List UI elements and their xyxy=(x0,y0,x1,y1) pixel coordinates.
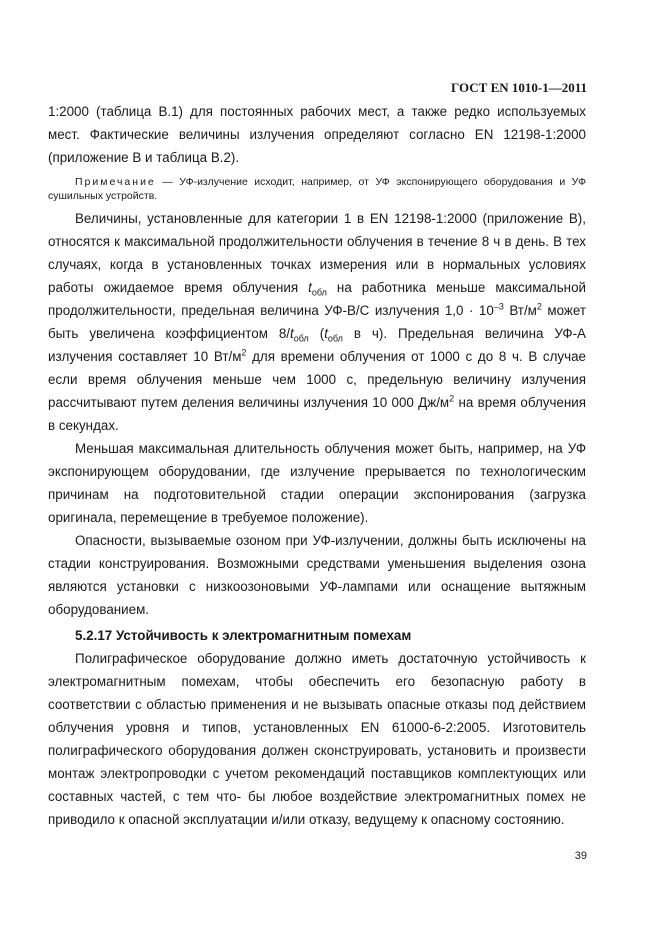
paragraph-continuation: 1:2000 (таблица В.1) для постоянных рабочих мест, а также редко используемых мест. Фактические величины излучения определяют согласно EN 12198-1:2000 (приложение В и таблица В.2). xyxy=(48,104,586,165)
paragraph-uv-limits: Величины, установленные для категории 1 в EN 12198-1:2000 (приложение В), относятся к максимальной продолжительности облучения в течение 8 ч в день. В тех случаях, когда в установленных точках измерения или в нормальных условиях работы ожидаемое время облучения $t_{обл}$ на работника меньше максимальной продолжительности, предельная величина УФ-В/С излучения $1,0 \cdot 10^{-3}$ $Вт/м^2$ может быть увеличена коэффициентом $8/t_{обл}$ ($t_{обл}$ в ч). Предельная величина УФ-А излучения составляет 10 $Вт/м^2$ для времени облучения от 1000 с до 8 ч. В случае если время облучения меньше чем 1000 с, предельную величину излучения рассчитывают путем деления величины излучения 10 000 $Дж/м^2$ на время облучения в секундах. xyxy=(48,211,587,433)
note-label: Примечание xyxy=(75,176,156,188)
page-number: 39 xyxy=(574,850,587,862)
paragraph-exposure-duration: Меньшая максимальная длительность облучения может быть, например, на УФ экспонирующем оборудовании, где излучение прерывается по технологическим причинам на подготовительной стадии операции экспонирования (загрузка оригинала, перемещение в требуемое положение). xyxy=(48,441,586,525)
paragraph-ozone: Опасности, вызываемые озоном при УФ-излучении, должны быть исключены на стадии конструирования. Возможными средствами уменьшения выделения озона являются установки с низкоозоновыми УФ-лампами или оснащение вытяжным оборудованием. xyxy=(48,533,586,617)
note xyxy=(48,175,586,203)
section-heading: 5.2.17 Устойчивость к электромагнитным помехам xyxy=(75,628,412,643)
page-header: ГОСТ EN 1010-1—2011 xyxy=(451,80,587,95)
paragraph-emc: Полиграфическое оборудование должно иметь достаточную устойчивость к электромагнитным помехам, чтобы обеспечить его безопасную работу в соответствии с областью применения и не вызывать опасные отказы под действием облучения уровня и типов, установленных EN 61000-6-2:2005. Изготовитель полиграфического оборудования должен сконструировать, установить и произвести монтаж электропроводки с учетом рекомендаций поставщиков комплектующих или составных частей, с тем что- бы любое воздействие электромагнитных помех не приводило к опасной эксплуатации и/или отказу, ведущему к опасному состоянию. xyxy=(48,651,586,827)
note-text: — УФ-излучение исходит, например, от УФ экспонирующего оборудования и УФ сушильных устройств. xyxy=(48,176,586,202)
body-text xyxy=(48,100,586,831)
